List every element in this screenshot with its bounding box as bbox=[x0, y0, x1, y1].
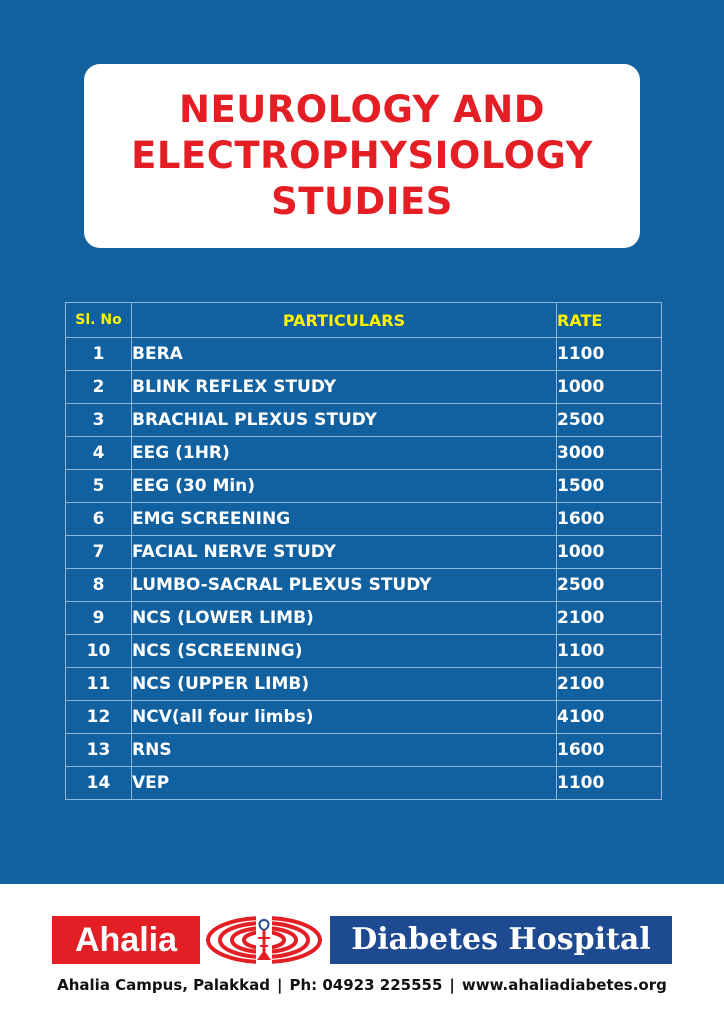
cell-particular: NCS (SCREENING) bbox=[132, 635, 557, 668]
separator: | bbox=[449, 976, 455, 994]
title-card bbox=[84, 64, 640, 248]
phone-text: Ph: 04923 225555 bbox=[289, 976, 443, 994]
cell-rate: 1000 bbox=[557, 371, 662, 404]
website-link[interactable]: www.ahaliadiabetes.org bbox=[461, 976, 667, 994]
table-row bbox=[66, 635, 662, 668]
table-row bbox=[66, 569, 662, 602]
cell-rate: 2100 bbox=[557, 602, 662, 635]
cell-sl-no: 5 bbox=[66, 470, 132, 503]
cell-rate: 2500 bbox=[557, 404, 662, 437]
ahalia-emblem-icon bbox=[206, 916, 322, 964]
cell-rate: 4100 bbox=[557, 701, 662, 734]
cell-particular: EEG (1HR) bbox=[132, 437, 557, 470]
table-row bbox=[66, 437, 662, 470]
rates-table bbox=[65, 302, 662, 800]
table-row bbox=[66, 470, 662, 503]
table-row bbox=[66, 734, 662, 767]
cell-rate: 1100 bbox=[557, 338, 662, 371]
cell-sl-no: 14 bbox=[66, 767, 132, 800]
cell-sl-no: 4 bbox=[66, 437, 132, 470]
header-sl-no: Sl. No bbox=[66, 303, 132, 338]
hospital-logo bbox=[52, 916, 672, 964]
table-row bbox=[66, 371, 662, 404]
cell-particular: EMG SCREENING bbox=[132, 503, 557, 536]
table-row bbox=[66, 503, 662, 536]
cell-particular: BERA bbox=[132, 338, 557, 371]
logo-ahalia-text: Ahalia bbox=[52, 916, 200, 964]
cell-rate: 1500 bbox=[557, 470, 662, 503]
table-row bbox=[66, 767, 662, 800]
cell-rate: 2500 bbox=[557, 569, 662, 602]
table-row bbox=[66, 536, 662, 569]
separator: | bbox=[276, 976, 283, 994]
cell-particular: VEP bbox=[132, 767, 557, 800]
header-particulars: PARTICULARS bbox=[132, 303, 557, 338]
table-row bbox=[66, 338, 662, 371]
cell-sl-no: 8 bbox=[66, 569, 132, 602]
cell-sl-no: 13 bbox=[66, 734, 132, 767]
table-header-row bbox=[66, 303, 662, 338]
contact-line bbox=[0, 976, 724, 994]
cell-sl-no: 11 bbox=[66, 668, 132, 701]
cell-sl-no: 10 bbox=[66, 635, 132, 668]
cell-particular: LUMBO-SACRAL PLEXUS STUDY bbox=[132, 569, 557, 602]
cell-rate: 2100 bbox=[557, 668, 662, 701]
cell-sl-no: 2 bbox=[66, 371, 132, 404]
cell-rate: 1000 bbox=[557, 536, 662, 569]
cell-rate: 1100 bbox=[557, 635, 662, 668]
cell-sl-no: 3 bbox=[66, 404, 132, 437]
cell-sl-no: 12 bbox=[66, 701, 132, 734]
cell-particular: NCV(all four limbs) bbox=[132, 701, 557, 734]
footer bbox=[0, 884, 724, 1024]
logo-diabetes-hospital-text: Diabetes Hospital bbox=[330, 916, 672, 964]
table-row bbox=[66, 404, 662, 437]
cell-particular: BLINK REFLEX STUDY bbox=[132, 371, 557, 404]
cell-sl-no: 9 bbox=[66, 602, 132, 635]
cell-sl-no: 7 bbox=[66, 536, 132, 569]
cell-sl-no: 6 bbox=[66, 503, 132, 536]
cell-particular: BRACHIAL PLEXUS STUDY bbox=[132, 404, 557, 437]
table-row bbox=[66, 602, 662, 635]
cell-particular: RNS bbox=[132, 734, 557, 767]
cell-rate: 1600 bbox=[557, 503, 662, 536]
address-text: Ahalia Campus, Palakkad bbox=[57, 976, 270, 994]
cell-rate: 3000 bbox=[557, 437, 662, 470]
cell-particular: EEG (30 Min) bbox=[132, 470, 557, 503]
header-rate: RATE bbox=[557, 303, 662, 338]
cell-rate: 1100 bbox=[557, 767, 662, 800]
page-title-line-2: ELECTROPHYSIOLOGY bbox=[131, 134, 593, 177]
page-title-line-1: NEUROLOGY AND bbox=[179, 88, 545, 131]
table-row bbox=[66, 668, 662, 701]
table-body bbox=[66, 338, 662, 800]
cell-particular: NCS (UPPER LIMB) bbox=[132, 668, 557, 701]
cell-sl-no: 1 bbox=[66, 338, 132, 371]
cell-particular: FACIAL NERVE STUDY bbox=[132, 536, 557, 569]
cell-rate: 1600 bbox=[557, 734, 662, 767]
cell-particular: NCS (LOWER LIMB) bbox=[132, 602, 557, 635]
table-row bbox=[66, 701, 662, 734]
page-title-line-3: STUDIES bbox=[271, 180, 453, 223]
